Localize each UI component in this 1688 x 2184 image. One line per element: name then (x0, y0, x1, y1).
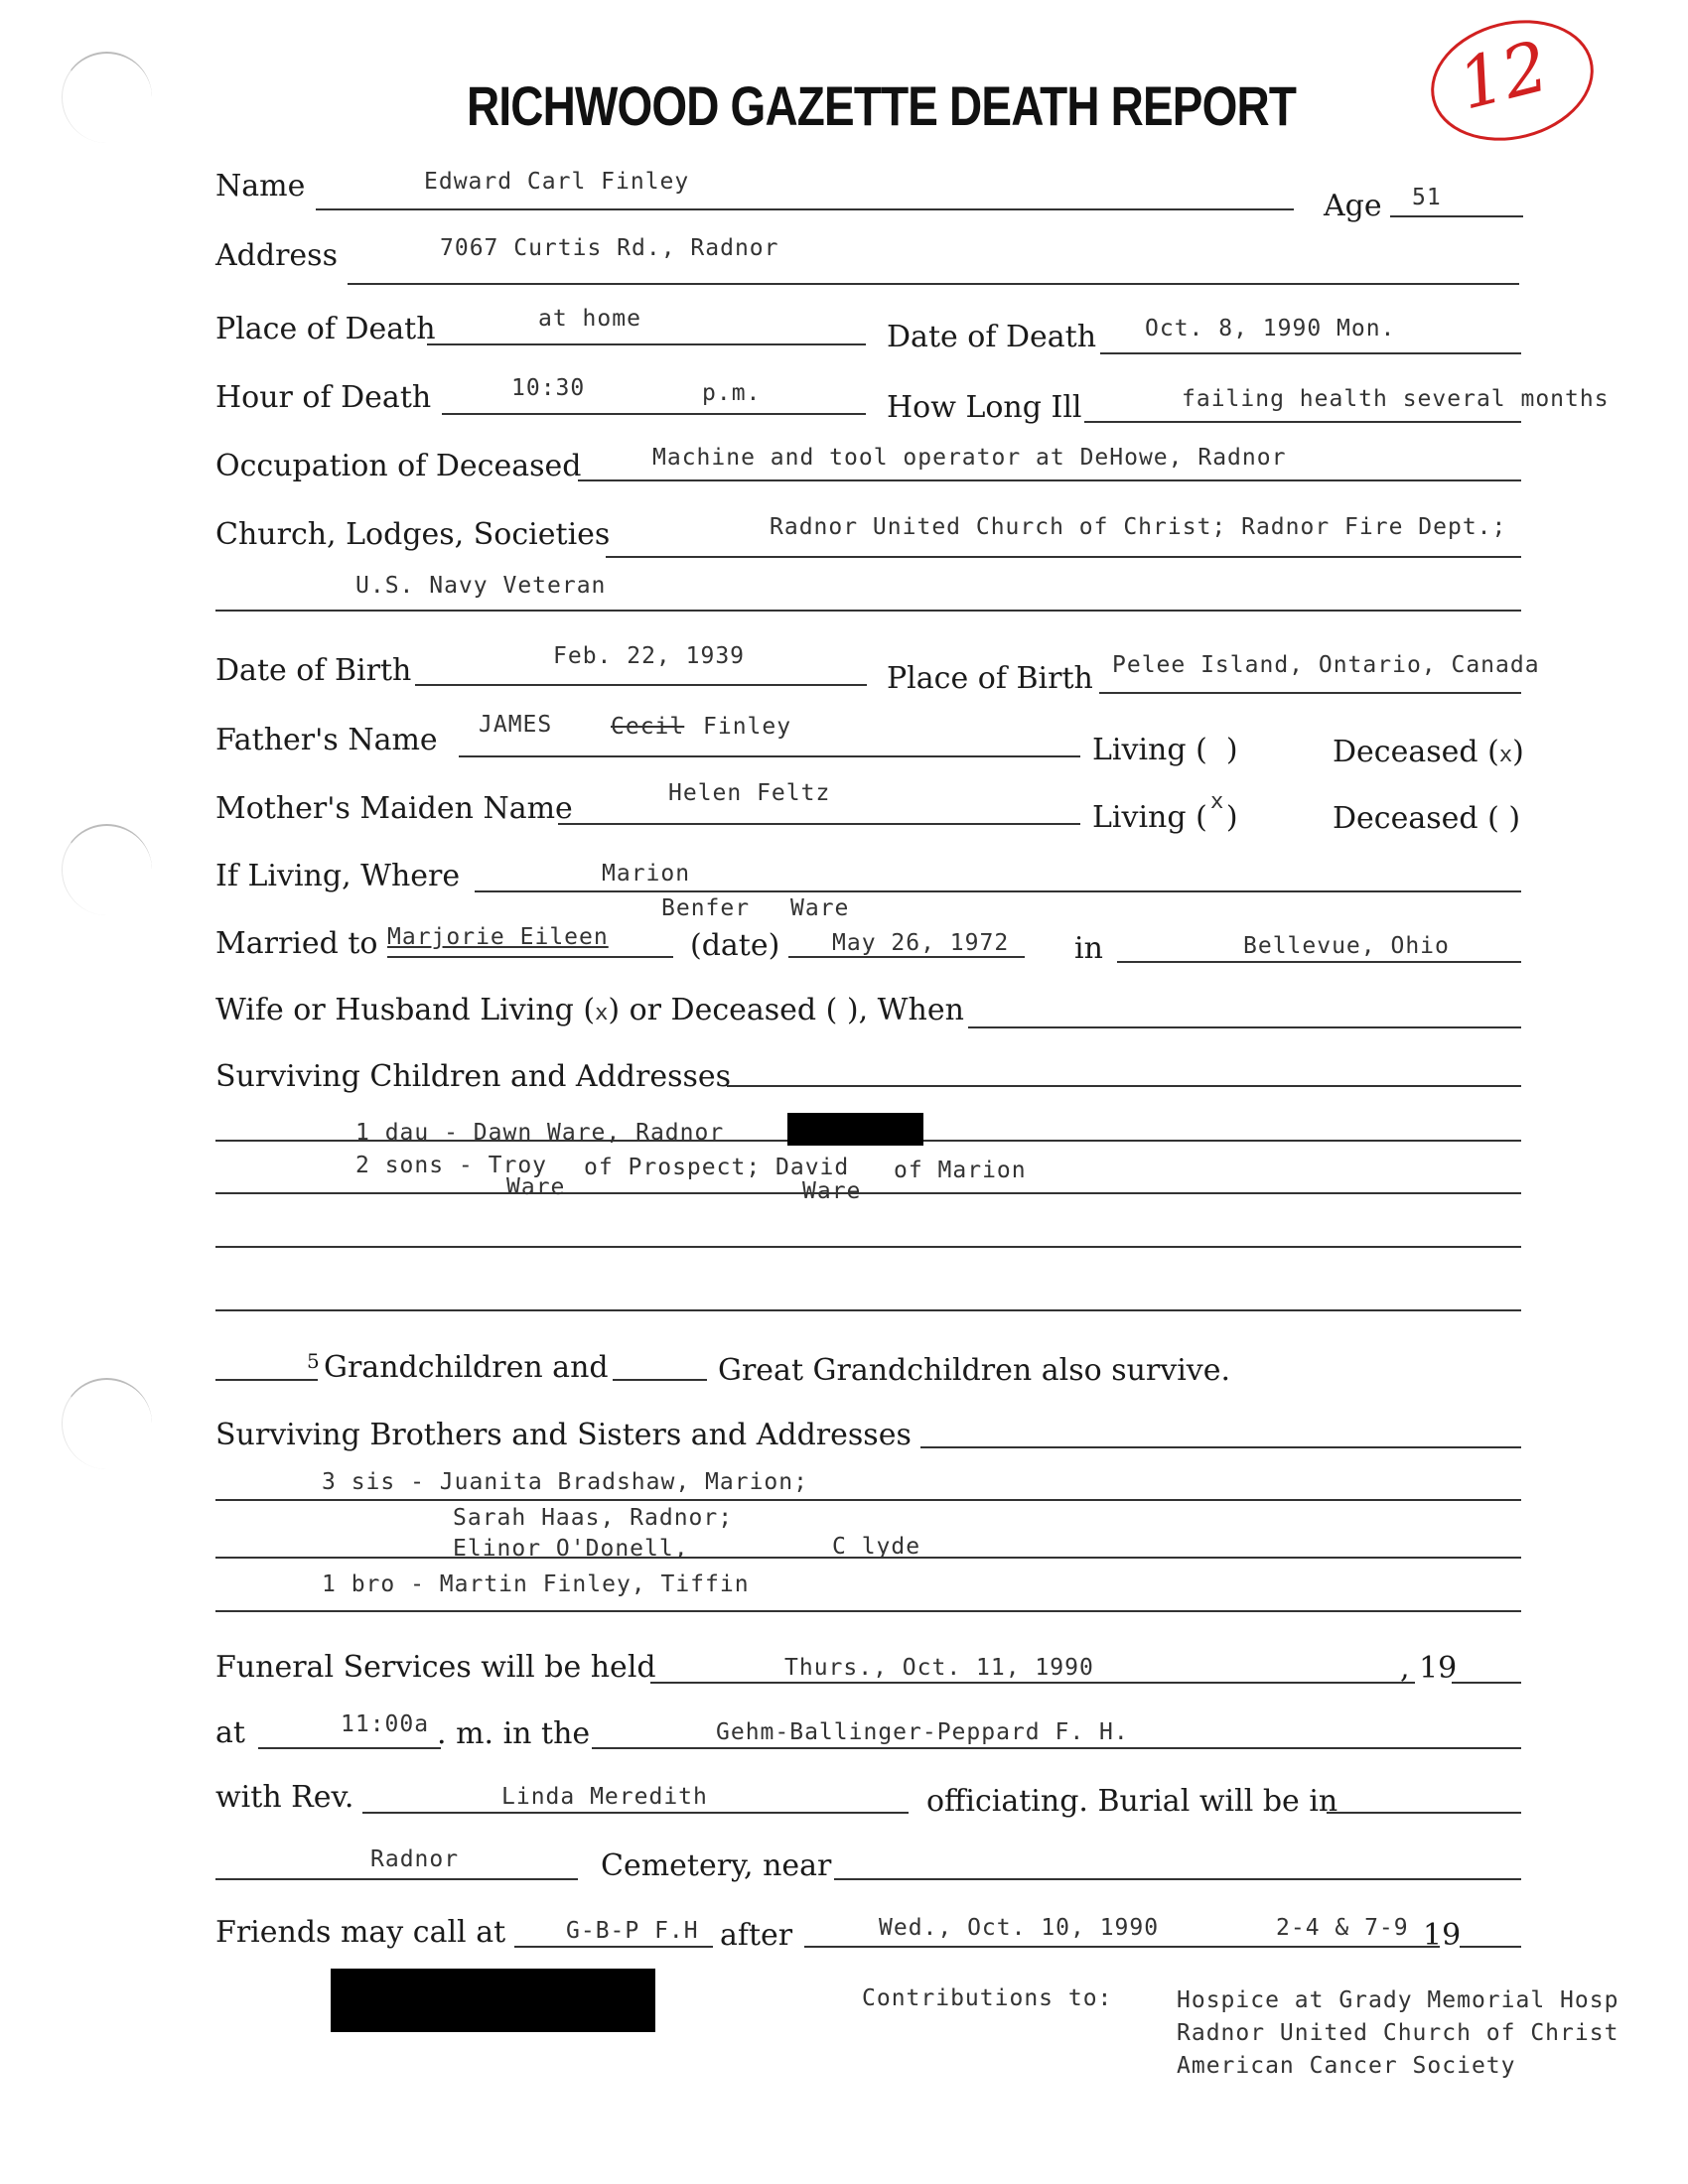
label-fathers-name: Father's Name (215, 723, 438, 757)
how-long-ill-line (1084, 421, 1521, 423)
label-year-suffix: , 19 (1400, 1651, 1458, 1686)
label-surviving-children: Surviving Children and Addresses (215, 1059, 732, 1094)
label-at: at (215, 1715, 245, 1750)
if-living-line (475, 890, 1521, 892)
value-address: 7067 Curtis Rd., Radnor (440, 235, 779, 261)
children-line-3 (215, 1246, 1521, 1248)
value-date-of-birth: Feb. 22, 1939 (553, 643, 746, 669)
value-marriage-place: Bellevue, Ohio (1243, 933, 1450, 959)
value-father-first: JAMES (479, 712, 553, 738)
address-line (348, 283, 1519, 285)
value-friends-call-at: G-B-P F.H (566, 1918, 699, 1944)
cemetery-line (215, 1878, 578, 1880)
value-children-ware-2: Ware (802, 1178, 862, 1204)
value-children-line2-a: 2 sons - Troy (355, 1153, 548, 1178)
value-siblings-line1: 3 sis - Juanita Bradshaw, Marion; (322, 1469, 808, 1495)
punch-hole (62, 824, 152, 915)
value-hour-ampm: p.m. (702, 380, 762, 406)
value-church-line2: U.S. Navy Veteran (355, 573, 607, 599)
place-of-death-line (427, 343, 866, 345)
value-spouse-married: Ware (790, 895, 850, 921)
value-father-last: Finley (703, 714, 792, 740)
date-of-birth-line (415, 684, 867, 686)
mothers-name-line (558, 823, 1080, 825)
value-children-line2-c: of Marion (894, 1158, 1027, 1183)
children-line (727, 1085, 1521, 1087)
fathers-name-line (459, 755, 1080, 757)
friends-after-line (804, 1946, 1440, 1948)
siblings-line (920, 1446, 1521, 1448)
value-date-of-death: Oct. 8, 1990 Mon. (1145, 316, 1396, 341)
value-occupation: Machine and tool operator at DeHowe, Radnor (652, 445, 1287, 471)
label-hour-of-death: Hour of Death (215, 380, 432, 415)
value-funeral-date: Thurs., Oct. 11, 1990 (784, 1655, 1094, 1681)
value-friends-after: Wed., Oct. 10, 1990 (879, 1915, 1160, 1941)
occupation-line (578, 479, 1521, 481)
children-line-4 (215, 1309, 1521, 1311)
year-line (1452, 1682, 1521, 1684)
when-line (968, 1026, 1521, 1028)
label-with-rev: with Rev. (215, 1780, 354, 1815)
value-siblings-line3: Elinor O'Donell, (453, 1536, 689, 1562)
label-date-of-birth: Date of Birth (215, 653, 412, 688)
label-address: Address (215, 238, 338, 273)
place-of-birth-line (1099, 692, 1521, 694)
label-mother-deceased: Deceased ( ) (1333, 801, 1521, 836)
label-great-grandchildren: Great Grandchildren also survive. (718, 1353, 1231, 1388)
value-if-living-where: Marion (602, 861, 691, 887)
redaction-box (787, 1113, 923, 1146)
label-date: (date) (690, 928, 780, 963)
value-children-line2-b: of Prospect; David (584, 1155, 850, 1180)
friends-call-at-line (514, 1946, 713, 1948)
funeral-time-line (258, 1747, 441, 1749)
value-cemetery: Radnor (370, 1846, 460, 1872)
marriage-date-line (788, 956, 1025, 958)
label-occupation: Occupation of Deceased (215, 449, 582, 483)
label-age: Age (1324, 189, 1382, 223)
punch-hole (62, 52, 152, 143)
value-church-line1: Radnor United Church of Christ; Radnor Fire Dept.; (770, 514, 1507, 540)
label-in: in (1074, 931, 1103, 966)
label-date-of-death: Date of Death (887, 320, 1097, 354)
value-spouse-maiden: Benfer (661, 895, 751, 921)
page-number: 12 (1450, 25, 1557, 126)
value-hour-of-death: 10:30 (511, 375, 586, 401)
siblings-line-2 (215, 1557, 1521, 1559)
siblings-line-3 (215, 1610, 1521, 1612)
label-married-to: Married to (215, 926, 378, 961)
label-cemetery-near: Cemetery, near (601, 1848, 832, 1883)
date-of-death-line (1100, 352, 1521, 354)
label-church: Church, Lodges, Societies (215, 517, 611, 552)
hour-of-death-line (442, 413, 866, 415)
label-how-long-ill: How Long Ill (887, 390, 1082, 425)
label-grandchildren: Grandchildren and (324, 1350, 609, 1385)
church-line-2 (215, 610, 1521, 612)
label-funeral-services: Funeral Services will be held (215, 1650, 656, 1685)
rev-line (362, 1812, 909, 1814)
mother-living-mark: x (1210, 789, 1224, 814)
age-line (1390, 215, 1523, 217)
value-father-crossed: Cecil (611, 714, 685, 740)
value-how-long-ill: failing health several months (1182, 386, 1610, 412)
siblings-line-1 (215, 1499, 1521, 1501)
label-mother-living: Living ( ) (1092, 800, 1238, 835)
value-grandchildren-count: 5 (307, 1349, 320, 1373)
value-children-line1: 1 dau - Dawn Ware, Radnor (355, 1120, 725, 1146)
children-line-2 (215, 1192, 1521, 1194)
value-children-ware-1: Ware (506, 1174, 566, 1200)
funeral-date-line (650, 1682, 1415, 1684)
marriage-place-line (1117, 961, 1521, 963)
label-mothers-maiden-name: Mother's Maiden Name (215, 791, 573, 826)
label-nineteen: 19 (1423, 1918, 1462, 1953)
name-line (316, 208, 1294, 210)
value-funeral-time: 11:00a (341, 1711, 430, 1737)
value-funeral-home: Gehm-Ballinger-Peppard F. H. (716, 1719, 1129, 1745)
label-father-deceased: Deceased (x) (1333, 735, 1524, 769)
value-marriage-date: May 26, 1972 (832, 930, 1010, 956)
great-grandchildren-line (613, 1379, 707, 1381)
value-age: 51 (1412, 185, 1442, 210)
value-mothers-maiden-name: Helen Feltz (668, 780, 831, 806)
value-siblings-line3b: C lyde (832, 1534, 921, 1560)
value-place-of-birth: Pelee Island, Ontario, Canada (1112, 652, 1540, 678)
value-contributions-3: American Cancer Society (1177, 2053, 1516, 2079)
label-m-in-the: . m. in the (437, 1716, 591, 1751)
burial-line (1327, 1812, 1521, 1814)
redaction-box (331, 1969, 655, 2032)
near-line (834, 1878, 1521, 1880)
label-wife-or-husband: Wife or Husband Living (x) or Deceased ( ), When (215, 993, 964, 1027)
church-line (606, 556, 1521, 558)
value-contributions-1: Hospice at Grady Memorial Hosp (1177, 1987, 1619, 2013)
label-surviving-siblings: Surviving Brothers and Sisters and Addresses (215, 1418, 912, 1452)
label-place-of-birth: Place of Birth (887, 661, 1093, 696)
label-father-living: Living ( ) (1092, 733, 1238, 767)
value-married-to: Marjorie Eileen (387, 924, 609, 950)
value-siblings-line4: 1 bro - Martin Finley, Tiffin (322, 1571, 750, 1597)
punch-hole (62, 1378, 152, 1469)
value-friends-hours: 2-4 & 7-9 (1276, 1915, 1409, 1941)
grandchildren-count-line (215, 1379, 318, 1381)
value-name: Edward Carl Finley (424, 169, 690, 195)
label-if-living-where: If Living, Where (215, 859, 461, 893)
label-place-of-death: Place of Death (215, 312, 436, 346)
label-friends-may-call: Friends may call at (215, 1915, 506, 1950)
label-contributions: Contributions to: (862, 1985, 1113, 2011)
label-officiating: officiating. Burial will be in (926, 1784, 1338, 1819)
value-siblings-line2: Sarah Haas, Radnor; (453, 1505, 734, 1531)
page-number-circle (1418, 4, 1607, 158)
nineteen-line (1460, 1946, 1521, 1948)
label-name: Name (215, 169, 306, 204)
label-after: after (720, 1918, 793, 1953)
funeral-home-line (592, 1747, 1521, 1749)
value-place-of-death: at home (538, 306, 641, 332)
married-to-line (387, 956, 673, 958)
value-rev: Linda Meredith (501, 1784, 708, 1810)
value-contributions-2: Radnor United Church of Christ (1177, 2020, 1619, 2046)
report-title: RICHWOOD GAZETTE DEATH REPORT (467, 74, 1297, 137)
